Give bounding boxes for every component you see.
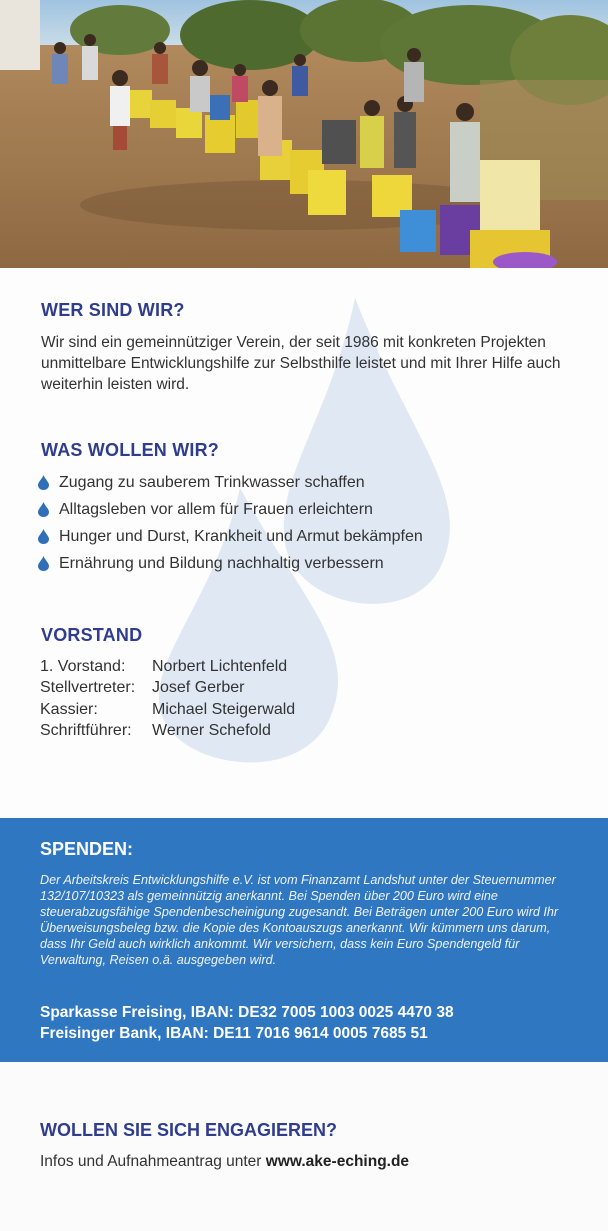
board-table [40, 656, 295, 742]
board-name: Michael Steigerwald [152, 700, 296, 718]
table-row [40, 699, 295, 721]
list-item [38, 523, 423, 550]
board-role: Stellvertreter: [40, 679, 136, 697]
donations-text: Der Arbeitskreis Entwicklungshilfe e.V. ist vom Finanzamt Landshut unter der Steuernummer 132/107/10323 als gemeinnützig anerkannt. Bei Spenden über 200 Euro wird eine steuerabzugsfähige Spendenbescheinigung zugesandt. Bei Beträgen unter 200 Euro wird Ihr Überweisungsbeleg bzw. die Kopie des Kontoauszugs anerkannt. Wir kümmern uns darum, dass Ihr Geld auch wirklich ankommt. Wir versichern, dass kein Euro Spendengeld für Verwaltung, Reisen o.ä. ausgegeben wird. [40, 873, 559, 968]
photo-water-queue [0, 0, 608, 268]
water-drop-icon [38, 475, 49, 490]
goal-text: Hunger und Durst, Krankheit und Armut bekämpfen [59, 527, 423, 545]
goal-text: Zugang zu sauberem Trinkwasser schaffen [59, 473, 365, 491]
info-section [0, 268, 608, 816]
goal-text: Ernährung und Bildung nachhaltig verbessern [59, 554, 384, 572]
water-drop-icon [38, 502, 49, 517]
water-drop-icon [38, 529, 49, 544]
bank-account-2: Freisinger Bank, IBAN: DE11 7016 9614 0005 7685 51 [40, 1025, 428, 1042]
board-role: Schriftführer: [40, 722, 132, 740]
board-name: Werner Schefold [152, 722, 271, 740]
table-row [40, 656, 295, 678]
engage-text-prefix: Infos und Aufnahmeantrag unter [40, 1153, 266, 1170]
table-row [40, 678, 295, 700]
header-photo [0, 0, 608, 268]
board-role: Kassier: [40, 700, 98, 718]
goals-heading: WAS WOLLEN WIR? [41, 440, 219, 460]
list-item [38, 496, 423, 523]
engage-section [0, 1062, 608, 1231]
board-role: 1. Vorstand: [40, 657, 126, 675]
water-drop-icon [38, 556, 49, 571]
table-row [40, 721, 295, 743]
donations-heading: SPENDEN: [40, 839, 134, 859]
website-link[interactable]: www.ake-eching.de [265, 1153, 410, 1170]
list-item [38, 469, 423, 496]
board-name: Norbert Lichtenfeld [152, 657, 288, 675]
goals-list [38, 469, 423, 577]
engage-heading: WOLLEN SIE SICH ENGAGIEREN? [40, 1120, 338, 1140]
board-name: Josef Gerber [152, 679, 245, 697]
board-heading: VORSTAND [41, 625, 143, 645]
bank-account-1: Sparkasse Freising, IBAN: DE32 7005 1003 0025 4470 38 [40, 1004, 454, 1021]
donations-section [0, 818, 608, 1062]
goal-text: Alltagsleben vor allem für Frauen erleichtern [59, 500, 373, 518]
engage-text [40, 1153, 409, 1171]
about-heading: WER SIND WIR? [41, 300, 185, 320]
list-item [38, 550, 423, 577]
about-text: Wir sind ein gemeinnütziger Verein, der seit 1986 mit konkreten Projekten unmittelbare Entwicklungshilfe zur Selbsthilfe leistet und mit Ihrer Hilfe auch weiterhin leisten wird. [41, 334, 561, 393]
